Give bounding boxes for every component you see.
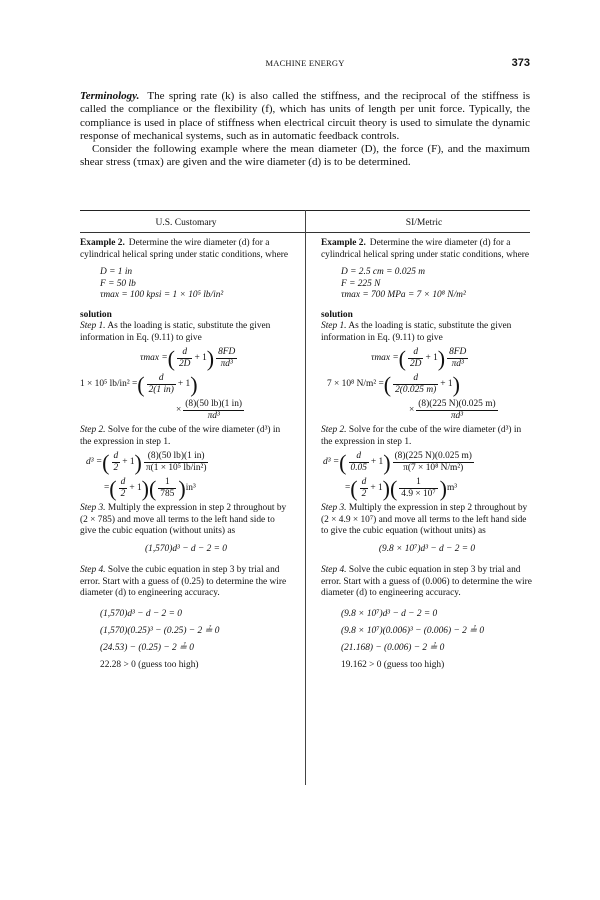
frac-num: d xyxy=(349,451,369,463)
step4-text: Solve the cubic equation in step 3 by trial and error. Start with a guess of (0.25) to determine the wire diameter (d) to engineering accuracy. xyxy=(80,565,287,598)
intro-paragraph-2: Consider the following example where the mean diameter (D), the force (F), and the maximum shear stress (τmax) are given and the wire diameter (d) is to be determined. xyxy=(80,143,530,169)
step4 xyxy=(321,565,533,600)
step4-label: Step 4. xyxy=(321,565,347,575)
given-tau: τmax = 100 kpsi = 1 × 10⁵ lb/in² xyxy=(100,290,224,300)
frac-den: πd³ xyxy=(220,359,233,369)
given-f: F = 225 N xyxy=(341,278,381,289)
frac-den: πd³ xyxy=(207,411,220,421)
frac-num: (8)(50 lb)(1 in) xyxy=(144,451,209,463)
step4-equations xyxy=(80,606,292,674)
frac-num: d xyxy=(120,477,126,487)
plus-one: + 1 xyxy=(122,456,135,467)
frac-num: d xyxy=(177,347,192,359)
step2 xyxy=(321,425,533,448)
eq-substituted: 7 × 10⁸ N/m² = ( $\frac{d}{2(0.025 m)}$ + 1 ) xyxy=(327,371,460,397)
terminology-text: The spring rate (k) is also called the stiffness, and the reciprocal of the stiffness is called the compliance or the flexibility (f), which has units of length per unit force. Typically, the compliance is used in place of stiffness when electrical circuit theory is used to simulate the dynamic response of mechanical systems, such as in automatic feedback controls. xyxy=(80,90,530,142)
plus-one: + 1 xyxy=(370,456,384,467)
frac-num: d xyxy=(113,451,119,461)
eq-substituted: 1 × 10⁵ lb/in² = ( $\frac{d}{2(1 in)}$ + 1 ) xyxy=(80,371,198,397)
frac-num: d xyxy=(361,477,367,487)
us-customary-header: U.S. Customary xyxy=(155,218,217,228)
given-d: D = 2.5 cm = 0.025 m xyxy=(341,267,425,277)
step1 xyxy=(80,321,292,344)
given-values xyxy=(80,267,292,302)
eq-tau-formula: τmax = ( $\frac{d}{2D}$ + 1 ) $\frac{8FD}{\text{πd³}}$ xyxy=(371,345,467,371)
trial-eq-2: (9.8 × 10⁷)(0.006)³ − (0.006) − 2 ≟ 0 xyxy=(341,625,485,636)
frac-num: (8)(225 N)(0.025 m) xyxy=(418,399,496,409)
example-statement xyxy=(80,238,292,261)
frac-num: 8FD xyxy=(218,347,236,357)
step3-text: Multiply the expression in step 2 throughout by (2 × 4.9 × 10⁷) and move all terms to the left hand side to give the cubic equation (without units) as xyxy=(321,503,528,536)
frac-den: 2 xyxy=(361,489,367,499)
example-statement xyxy=(321,238,533,261)
eq-d-cubed-result: = ( $\frac{d}{2}$ + 1 ) ( $\frac{1}{\text{4.9 × 10⁷}}$ ) m³ xyxy=(345,475,458,501)
eq-times: × $\frac{(8)(50 lb)(1 in)}{\text{πd³}}$ xyxy=(176,399,243,421)
given-f: F = 50 lb xyxy=(100,278,136,289)
step1 xyxy=(321,321,533,344)
step2 xyxy=(80,425,292,448)
example-text: Determine the wire diameter (d) for a cylindrical helical spring under static conditions, where xyxy=(80,238,289,260)
frac-num: d xyxy=(393,373,438,385)
running-head: MACHINE ENERGY xyxy=(265,58,345,68)
eq-d-cubed: d³ = ( $\frac{d}{0.05}$ + 1 ) $\frac{(8)(225 N)(0.025 m)}{\text{π(7 × 10⁸ N/m²)}}$ xyxy=(323,449,472,475)
step1-text: As the loading is static, substitute the given information in Eq. (9.11) to give xyxy=(80,321,271,343)
step1-label: Step 1. xyxy=(321,321,347,331)
us-customary-column xyxy=(80,238,292,674)
step4-label: Step 4. xyxy=(80,565,106,575)
step1-label: Step 1. xyxy=(80,321,106,331)
step4-text: Solve the cubic equation in step 3 by trial and error. Start with a guess of (0.006) to determine the wire diameter (d) to engineering accuracy. xyxy=(321,565,532,598)
given-d: D = 1 in xyxy=(100,267,133,277)
step3-equation: (9.8 × 10⁷)d³ − d − 2 = 0 xyxy=(378,543,476,554)
step3 xyxy=(321,503,533,538)
eq-d-cubed: d³ = ( $\frac{d}{2}$ + 1 ) $\frac{(8)(50 lb)(1 in)}{\text{π(1 × 10⁵ lb/in²)}}$ xyxy=(86,449,207,475)
frac-den: 2 xyxy=(120,489,126,499)
unit: in³ xyxy=(185,482,196,493)
plus-one: + 1 xyxy=(425,352,438,363)
frac-den: πd³ xyxy=(451,359,464,369)
frac-num: (8)(225 N)(0.025 m) xyxy=(394,451,472,461)
frac-den: π(1 × 10⁵ lb/in²) xyxy=(145,463,207,473)
step2-text: Solve for the cube of the wire diameter (d³) in the expression in step 1. xyxy=(80,425,281,447)
si-metric-header: SI/Metric xyxy=(405,218,443,228)
intro-paragraph-1 xyxy=(80,90,530,143)
trial-eq-1: (9.8 × 10⁷)d³ − d − 2 = 0 xyxy=(341,608,438,619)
trial-eq-3: (21.168) − (0.006) − 2 ≟ 0 xyxy=(341,642,445,653)
plus-one: + 1 xyxy=(177,378,191,389)
trial-eq-4: 22.28 > 0 (guess too high) xyxy=(100,659,199,670)
trial-eq-2: (1,570)(0.25)³ − (0.25) − 2 ≟ 0 xyxy=(100,625,220,636)
trial-eq-1: (1,570)d³ − d − 2 = 0 xyxy=(100,608,182,619)
given-values xyxy=(321,267,533,302)
trial-eq-4: 19.162 > 0 (guess too high) xyxy=(341,659,445,670)
frac-den: 4.9 × 10⁷ xyxy=(401,489,436,499)
step3-equation: (1,570)d³ − d − 2 = 0 xyxy=(145,543,227,554)
eq-tau-formula: τmax = ( $\frac{d}{2D}$ + 1 ) $\frac{8FD}{\text{πd³}}$ xyxy=(140,345,236,371)
column-divider xyxy=(305,210,306,785)
frac-den: 2D xyxy=(178,359,191,369)
step3-label: Step 3. xyxy=(80,503,106,513)
step3-text: Multiply the expression in step 2 throughout by (2 × 785) and move all terms to the left hand side to give the cubic equation (without units) as xyxy=(80,503,287,536)
frac-den: 0.05 xyxy=(350,463,367,473)
frac-num: (8)(50 lb)(1 in) xyxy=(185,399,243,409)
eq-lhs: d³ = xyxy=(323,456,340,467)
eq-lhs: d³ = xyxy=(86,456,103,467)
step3 xyxy=(80,503,292,538)
terminology-heading: Terminology. xyxy=(80,90,140,102)
step2-text: Solve for the cube of the wire diameter (d³) in the expression in step 1. xyxy=(321,425,522,447)
intro-text xyxy=(80,90,530,170)
page-number: 373 xyxy=(511,57,530,69)
frac-den: 2(1 in) xyxy=(148,385,174,395)
solution-heading: solution xyxy=(321,309,353,320)
frac-num: d xyxy=(408,347,423,359)
step3-label: Step 3. xyxy=(321,503,347,513)
example-text: Determine the wire diameter (d) for a cylindrical helical spring under static conditions, where xyxy=(321,238,530,260)
si-metric-column xyxy=(321,238,533,674)
frac-num: 1 xyxy=(158,477,176,489)
frac-num: d xyxy=(147,373,176,385)
given-tau: τmax = 700 MPa = 7 × 10⁸ N/m² xyxy=(341,290,466,300)
eq-d-cubed-result: = ( $\frac{d}{2}$ + 1 ) ( $\frac{1}{785}$ ) in³ xyxy=(104,475,196,501)
eq-times: × $\frac{(8)(225 N)(0.025 m)}{\text{πd³}}$ xyxy=(409,399,496,421)
frac-den: 2 xyxy=(113,463,119,473)
step4-equations xyxy=(321,606,533,674)
step2-label: Step 2. xyxy=(80,425,106,435)
step4 xyxy=(80,565,292,600)
plus-one: + 1 xyxy=(194,352,207,363)
example-title: Example 2. xyxy=(321,238,366,248)
frac-den: 2(0.025 m) xyxy=(395,385,437,395)
solution-heading: solution xyxy=(80,309,112,320)
step1-text: As the loading is static, substitute the given information in Eq. (9.11) to give xyxy=(321,321,512,343)
frac-den: πd³ xyxy=(450,411,464,421)
step2-label: Step 2. xyxy=(321,425,347,435)
frac-den: 785 xyxy=(160,489,175,499)
frac-num: 1 xyxy=(399,477,437,489)
frac-num: 8FD xyxy=(449,347,467,357)
eq-lhs: 7 × 10⁸ N/m² = xyxy=(327,378,384,389)
frac-den: π(7 × 10⁸ N/m²) xyxy=(403,463,464,473)
plus-one: + 1 xyxy=(129,482,142,493)
example-title: Example 2. xyxy=(80,238,125,248)
eq-lhs: τmax = xyxy=(371,352,399,363)
frac-den: 2D xyxy=(409,359,422,369)
trial-eq-3: (24.53) − (0.25) − 2 ≟ 0 xyxy=(100,642,194,653)
eq-lhs: τmax = xyxy=(140,352,168,363)
eq-lhs: 1 × 10⁵ lb/in² = xyxy=(80,378,138,389)
plus-one: + 1 xyxy=(370,482,383,493)
page-header xyxy=(80,58,530,74)
unit: m³ xyxy=(446,482,458,493)
plus-one: + 1 xyxy=(440,378,453,389)
